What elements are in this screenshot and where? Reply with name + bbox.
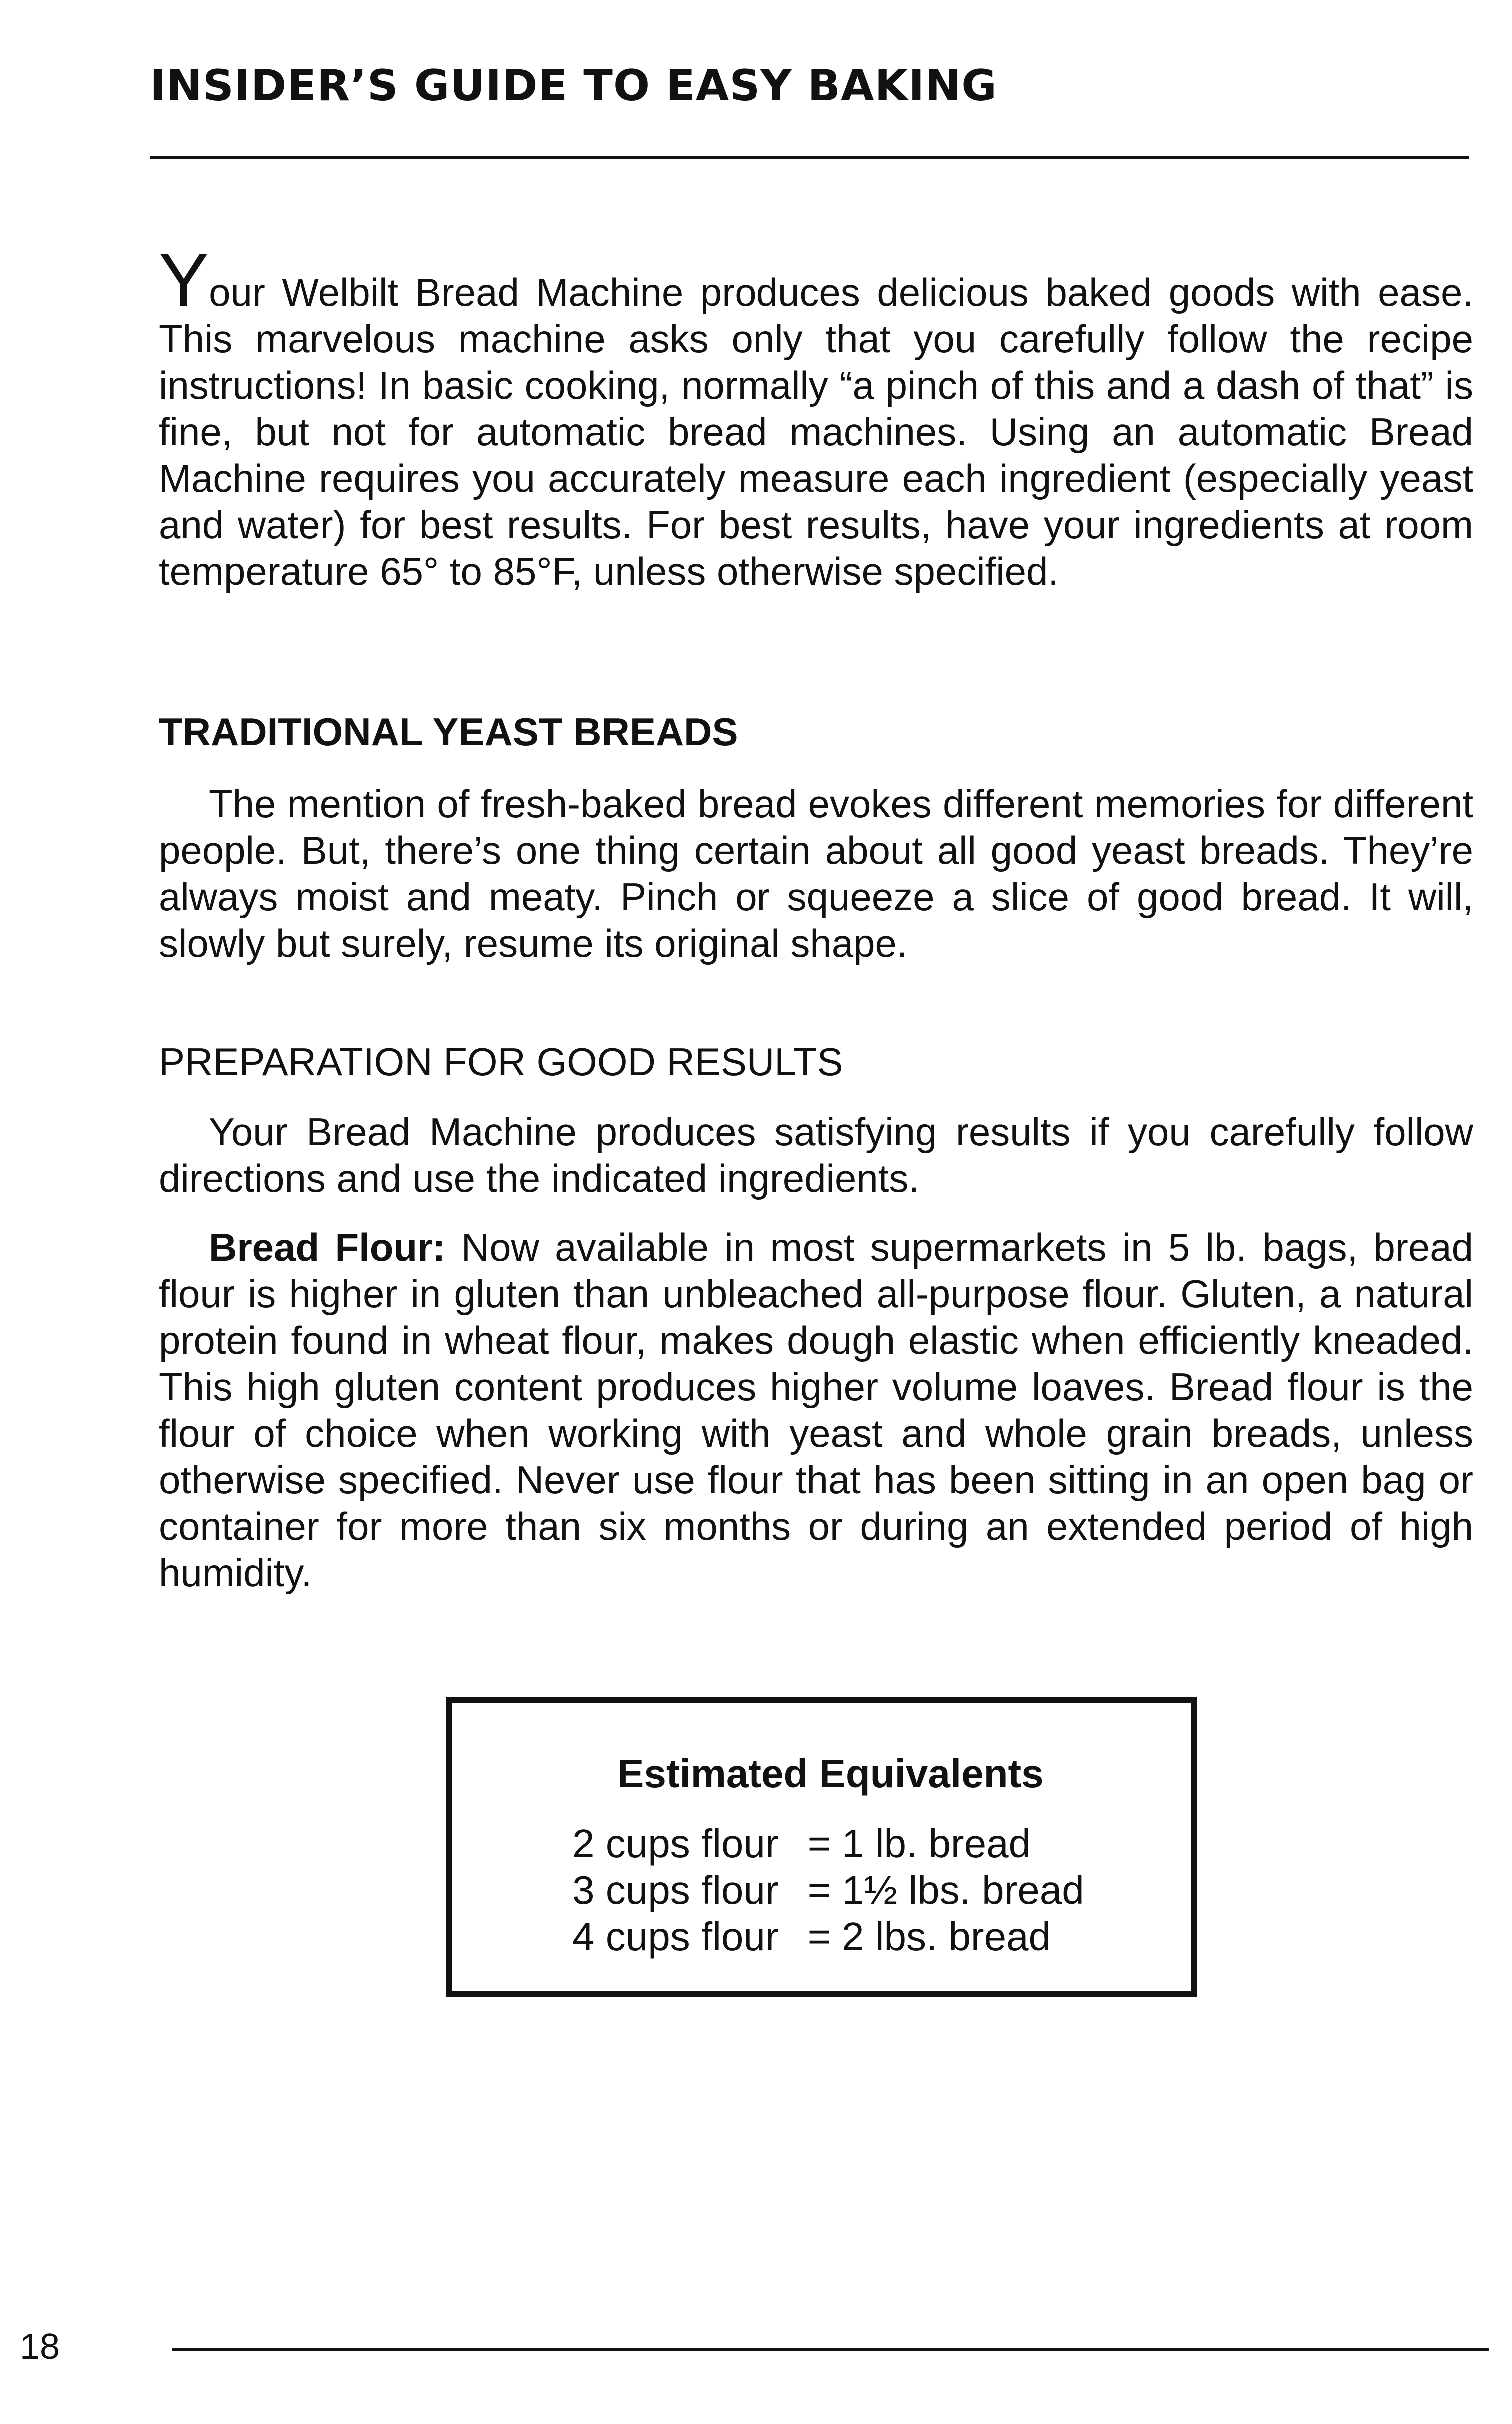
footer-divider (172, 2348, 1489, 2351)
equivalent-bread-weight: 2 lbs. bread (842, 1914, 1051, 1959)
bread-flour-text: Now available in most supermarkets in 5 lb. bags, bread flour is higher in gluten than unbleached all-purpose flour. Gluten, a natural protein found in wheat flour, makes dough elastic when efficiently kneaded. This high gluten content produces higher volume loaves. Bread flour is the flour of choice when working with yeast and whole grain breads, unless otherwise specified. Never use flour that has been sitting in an open bag or container for more than six months or during an extended period of high humidity. (159, 1225, 1474, 1595)
page-header-title: INSIDER’S GUIDE TO EASY BAKING (150, 61, 997, 111)
equivalent-row (572, 1820, 1031, 1867)
estimated-equivalents-box (446, 1697, 1197, 1997)
equivalent-row (572, 1913, 1051, 1960)
bread-flour-paragraph (159, 1224, 1473, 1596)
equivalent-bread-weight: 1½ lbs. bread (842, 1868, 1084, 1912)
equivalent-bread-weight: 1 lb. bread (842, 1821, 1031, 1866)
traditional-yeast-breads-paragraph: The mention of fresh-baked bread evokes different memories for different people. But, there’s one thing certain about all good yeast breads. They’re always moist and meaty. Pinch or squeeze a slice of good bread. It will, slowly but surely, resume its original shape. (159, 782, 1473, 965)
preparation-paragraph: Your Bread Machine produces satisfying results if you carefully follow directions and use the indicated ingredients. (159, 1110, 1473, 1200)
equivalent-flour-amount: 2 cups flour (572, 1821, 779, 1866)
equivalent-flour-amount: 3 cups flour (572, 1868, 779, 1912)
equivalents-title: Estimated Equivalents (617, 1751, 1044, 1796)
page-number: 18 (20, 2327, 60, 2367)
section-heading-traditional-yeast-breads: TRADITIONAL YEAST BREADS (159, 710, 738, 754)
intro-text: our Welbilt Bread Machine produces delicious baked goods with ease. This marvelous machine asks only that you carefully follow the recipe instructions! In basic cooking, normally “a pinch of this and a dash of that” is fine, but not for automatic bread machines. Using an automatic Bread Machine requires you accurately measure each ingredient (especially yeast and water) for best results. For best results, have your ingredients at room temperature 65° to 85°F, unless otherwise specified. (159, 270, 1473, 593)
equivalent-flour-amount: 4 cups flour (572, 1914, 779, 1959)
drop-cap: Y (159, 238, 209, 322)
bread-flour-label: Bread Flour: (209, 1225, 446, 1269)
equivalent-row (572, 1867, 1084, 1913)
equals-sign: = (807, 1821, 831, 1866)
intro-paragraph (159, 238, 1473, 595)
header-divider (150, 156, 1469, 159)
equals-sign: = (807, 1914, 831, 1959)
equals-sign: = (807, 1868, 831, 1912)
section-heading-preparation: PREPARATION FOR GOOD RESULTS (159, 1040, 843, 1084)
